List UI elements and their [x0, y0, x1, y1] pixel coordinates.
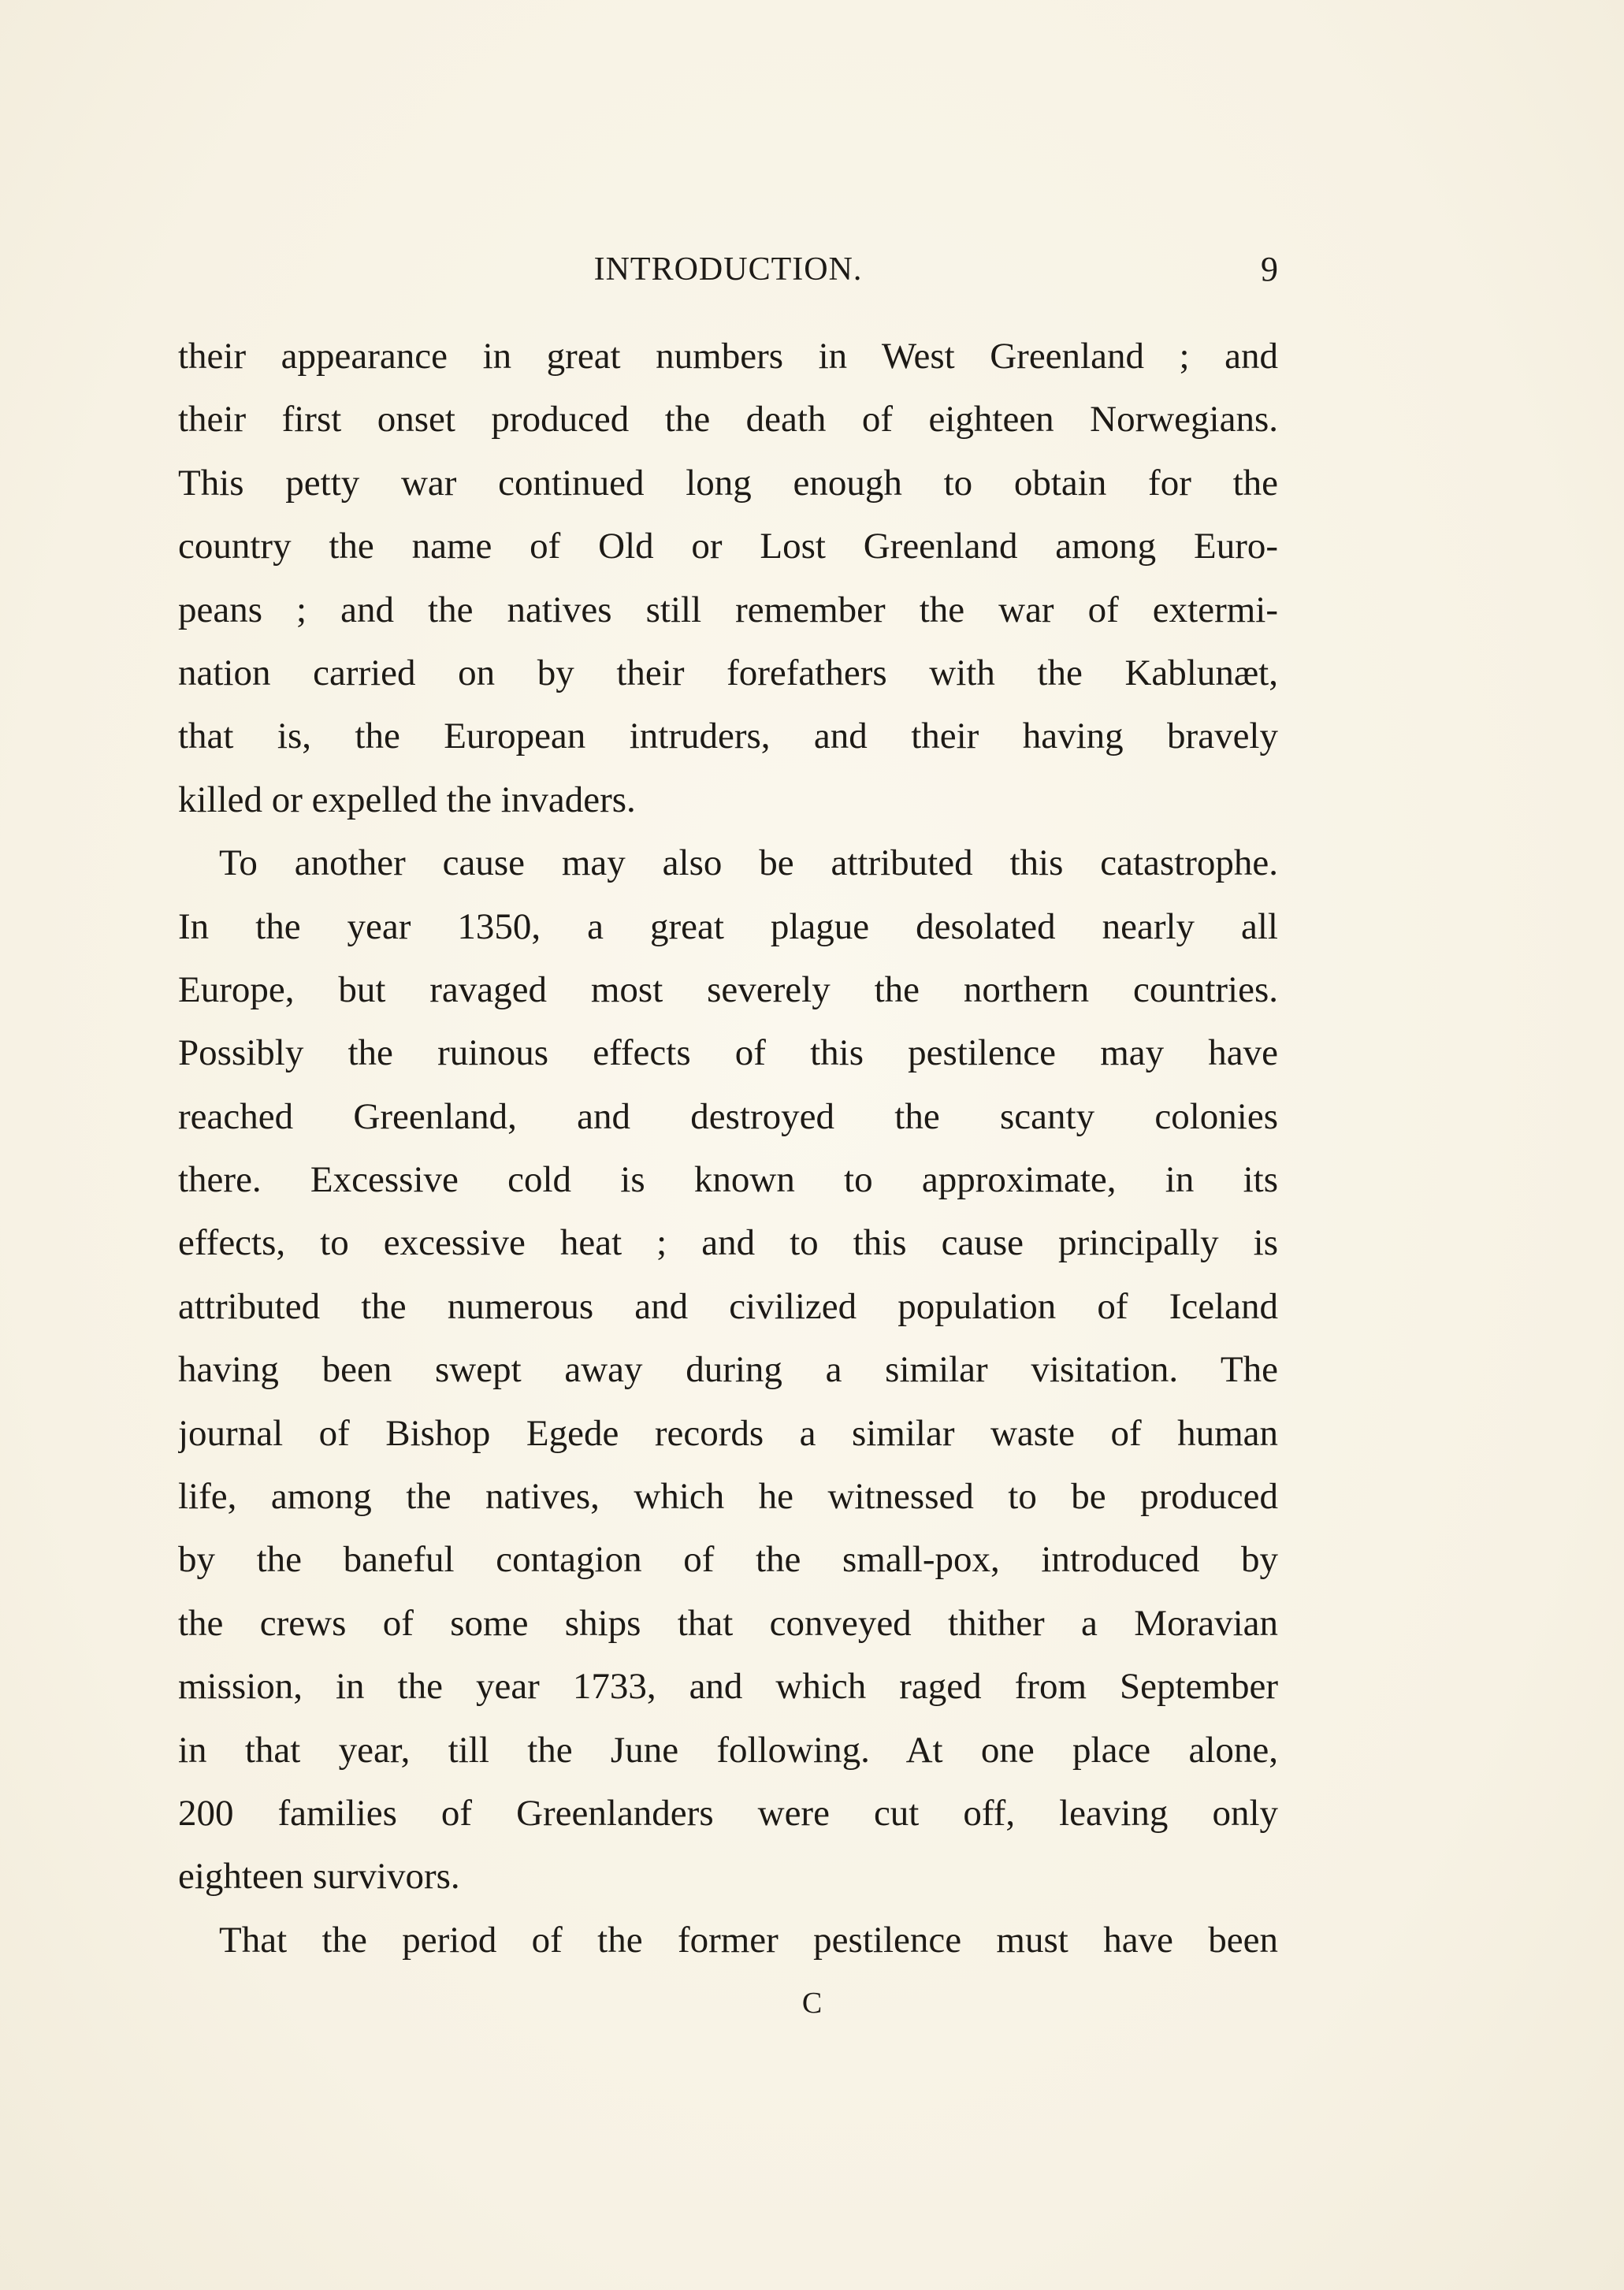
text-line: life, among the natives, which he witnessed to be produced — [178, 1476, 1278, 1518]
text-line: by the baneful contagion of the small-pox, introduced by — [178, 1539, 1278, 1581]
text-line: nation carried on by their forefathers with the Kablunæt, — [178, 652, 1278, 693]
text-line: peans ; and the natives still remember the war of extermi- — [178, 589, 1278, 630]
body-text — [178, 325, 1278, 1972]
text-line: mission, in the year 1733, and which raged from September — [178, 1666, 1278, 1708]
text-line: eighteen survivors. — [178, 1856, 460, 1898]
text-line: attributed the numerous and civilized population of Iceland — [178, 1285, 1278, 1327]
text-line: Possibly the ruinous effects of this pestilence may have — [178, 1032, 1278, 1074]
text-line: killed or expelled the invaders. — [178, 779, 636, 820]
text-line: there. Excessive cold is known to approximate, in its — [178, 1159, 1278, 1201]
text-line: country the name of Old or Lost Greenland among Euro- — [178, 526, 1278, 567]
page-number: 9 — [1261, 250, 1278, 288]
text-line: their first onset produced the death of eighteen Norwegians. — [178, 399, 1278, 441]
running-title: INTRODUCTION. — [593, 251, 863, 288]
running-head — [178, 246, 1278, 293]
text-line: the crews of some ships that conveyed thither a Moravian — [178, 1602, 1278, 1644]
text-line: in that year, till the June following. At one place alone, — [178, 1729, 1278, 1771]
text-line: having been swept away during a similar visitation. The — [178, 1349, 1278, 1391]
signature-mark: C — [801, 1987, 823, 2020]
text-line: journal of Bishop Egede records a similar waste of human — [178, 1412, 1278, 1454]
text-line: Europe, but ravaged most severely the northern countries. — [178, 968, 1278, 1010]
text-line: their appearance in great numbers in West Greenland ; and — [178, 336, 1278, 377]
text-line: that is, the European intruders, and their having bravely — [178, 716, 1278, 757]
text-line: In the year 1350, a great plague desolated nearly all — [178, 905, 1278, 947]
text-line: That the period of the former pestilence must have been — [219, 1919, 1278, 1961]
text-line: effects, to excessive heat ; and to this cause principally is — [178, 1222, 1278, 1264]
text-line: reached Greenland, and destroyed the scanty colonies — [178, 1095, 1278, 1137]
text-line: This petty war continued long enough to obtain for the — [178, 462, 1278, 504]
text-line: 200 families of Greenlanders were cut off, leaving only — [178, 1792, 1278, 1834]
text-line: To another cause may also be attributed this catastrophe. — [219, 842, 1278, 884]
